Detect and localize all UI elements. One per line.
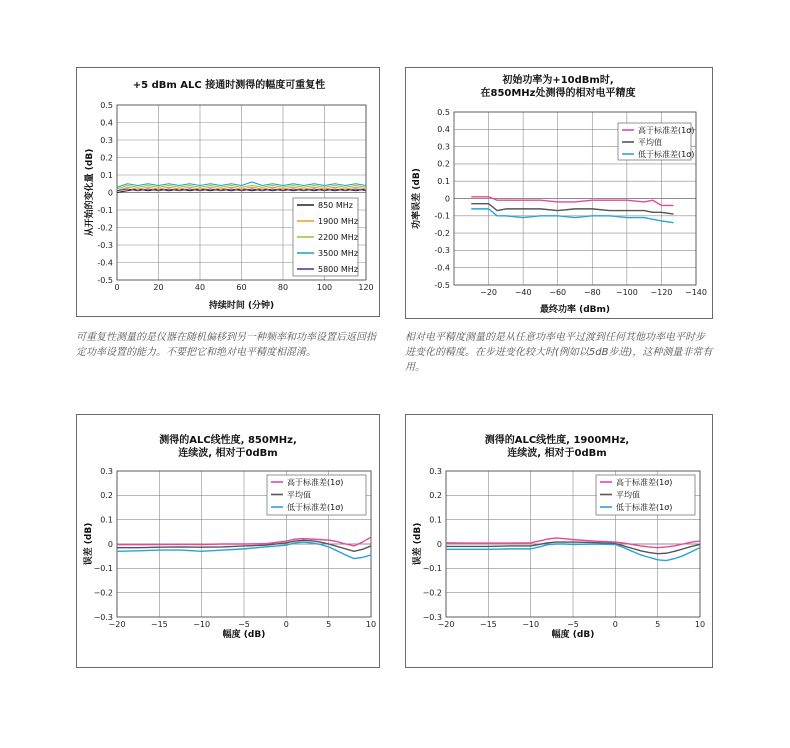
- legend-label: 低于标准差(1σ): [616, 503, 673, 512]
- x-axis-label: 幅度 (dB): [551, 630, 595, 640]
- x-tick-label: 100: [316, 283, 333, 292]
- y-tick-label: 0: [107, 188, 113, 198]
- x-tick-label: −140: [685, 288, 707, 297]
- legend-label: 平均值: [287, 490, 311, 500]
- y-tick-label: 0.2: [100, 153, 113, 163]
- chart-subtitle: 连续波, 相对于0dBm: [178, 448, 278, 459]
- y-tick-label: -0.4: [97, 258, 113, 268]
- chart-panel-relative-accuracy: [405, 67, 713, 319]
- x-tick-label: −5: [567, 620, 579, 629]
- y-tick-label: 0.1: [100, 515, 113, 525]
- y-tick-label: −0.2: [422, 588, 442, 598]
- x-tick-label: 5: [326, 620, 332, 629]
- y-tick-label: 0.2: [100, 491, 113, 501]
- x-tick-label: 120: [358, 283, 374, 292]
- x-tick-label: −100: [615, 288, 638, 297]
- y-tick-label: 0.1: [437, 177, 450, 186]
- x-tick-label: −20: [480, 288, 498, 297]
- y-tick-label: 0.3: [437, 142, 450, 152]
- chart-title: 初始功率为+10dBm时,: [502, 75, 614, 86]
- x-tick-label: −80: [583, 288, 601, 297]
- legend-label: 低于标准差(1σ): [638, 150, 695, 159]
- y-tick-label: -0.4: [434, 263, 450, 273]
- legend-label: 2200 MHz: [318, 233, 359, 242]
- chart-subtitle: 在850MHz处测得的相对电平精度: [480, 88, 636, 99]
- chart-panel-repeatability: [76, 67, 380, 317]
- x-tick-label: −120: [650, 288, 673, 297]
- x-axis-label: 最终功率 (dBm): [539, 305, 611, 315]
- chart-panel-alc-linearity-850: [76, 414, 380, 668]
- x-tick-label: 40: [194, 283, 206, 292]
- y-axis-label: 从开始的变化量 (dB): [85, 148, 95, 237]
- legend-label: 高于标准差(1σ): [616, 478, 673, 487]
- y-tick-label: 0.3: [100, 135, 113, 145]
- x-tick-label: 60: [236, 283, 247, 292]
- y-axis-label: 功率误差 (dB): [412, 168, 422, 229]
- x-tick-label: 5: [655, 620, 661, 629]
- y-axis-label: 误差 (dB): [84, 522, 94, 566]
- y-tick-label: -0.5: [97, 275, 113, 285]
- y-tick-label: 0: [444, 194, 450, 204]
- x-tick-label: 10: [694, 620, 706, 629]
- y-tick-label: 0.3: [100, 466, 113, 476]
- y-axis-label: 误差 (dB): [413, 522, 423, 566]
- y-tick-label: -0.3: [434, 246, 450, 256]
- x-tick-label: −10: [522, 620, 540, 629]
- x-tick-label: 0: [283, 620, 289, 629]
- chart-subtitle: 连续波, 相对于0dBm: [507, 448, 607, 459]
- caption-repeatability: 可重复性测量的是仪器在随机偏移到另一种频率和功率设置后返回指定功率设置的能力。不要把它和绝对电平精度相混淆。: [76, 332, 376, 358]
- legend-label: 5800 MHz: [318, 265, 359, 274]
- y-tick-label: −0.1: [93, 564, 113, 574]
- alc-linearity-1900-chart: [406, 415, 714, 669]
- x-tick-label: −5: [238, 620, 250, 629]
- y-tick-label: −0.3: [422, 612, 442, 622]
- x-tick-label: 20: [153, 283, 164, 292]
- x-tick-label: −20: [108, 620, 126, 629]
- x-axis-label: 幅度 (dB): [222, 630, 266, 640]
- y-tick-label: 0.1: [100, 170, 113, 180]
- y-tick-label: 0.2: [429, 491, 442, 501]
- legend-label: 1900 MHz: [318, 217, 359, 226]
- x-tick-label: −40: [514, 288, 532, 297]
- y-tick-label: 0: [107, 539, 113, 549]
- x-tick-label: 0: [612, 620, 618, 629]
- y-tick-label: -0.1: [97, 205, 113, 215]
- chart-title: 测得的ALC线性度, 1900MHz,: [484, 435, 630, 446]
- relative-accuracy-chart: [406, 68, 714, 320]
- legend-label: 3500 MHz: [318, 249, 359, 258]
- y-tick-label: -0.1: [434, 211, 450, 221]
- series-line: [471, 204, 673, 214]
- caption-relative-accuracy: 相对电平精度测量的是从任意功率电平过渡到任何其他功率电平时步进变化的精度。在步进变化较大时(例如以5dB步进)，这种测量非常有用。: [405, 332, 713, 373]
- y-tick-label: -0.5: [434, 280, 450, 290]
- y-tick-label: 0.4: [437, 125, 450, 135]
- x-tick-label: −20: [437, 620, 455, 629]
- legend-label: 平均值: [616, 490, 640, 500]
- y-tick-label: 0.2: [437, 159, 450, 169]
- x-tick-label: −10: [193, 620, 211, 629]
- y-tick-label: 0.5: [100, 100, 113, 110]
- y-tick-label: -0.3: [97, 240, 113, 250]
- legend-label: 平均值: [638, 138, 662, 147]
- repeatability-chart: [77, 68, 381, 318]
- x-tick-label: −60: [549, 288, 567, 297]
- y-tick-label: 0: [436, 539, 442, 549]
- x-axis-label: 持续时间 (分钟): [208, 301, 275, 311]
- x-tick-label: −15: [150, 620, 168, 629]
- legend-label: 低于标准差(1σ): [287, 503, 344, 512]
- legend-label: 850 MHz: [318, 201, 353, 210]
- x-tick-label: 0: [114, 283, 120, 292]
- y-tick-label: 0.4: [100, 118, 113, 128]
- alc-linearity-850-chart: [77, 415, 381, 669]
- y-tick-label: 0.1: [429, 515, 442, 525]
- y-tick-label: −0.2: [93, 588, 113, 598]
- x-tick-label: 10: [365, 620, 377, 629]
- chart-title: 测得的ALC线性度, 850MHz,: [159, 435, 297, 446]
- y-tick-label: −0.1: [422, 564, 442, 574]
- y-tick-label: 0.5: [437, 107, 450, 117]
- chart-title: +5 dBm ALC 接通时测得的幅度可重复性: [132, 80, 326, 91]
- legend-label: 高于标准差(1σ): [287, 478, 344, 487]
- y-tick-label: −0.3: [93, 612, 113, 622]
- x-tick-label: 80: [277, 283, 289, 292]
- chart-panel-alc-linearity-1900: [405, 414, 713, 668]
- y-tick-label: -0.2: [434, 228, 450, 238]
- y-tick-label: 0.3: [429, 466, 442, 476]
- y-tick-label: -0.2: [97, 223, 113, 233]
- x-tick-label: −15: [479, 620, 497, 629]
- legend-label: 高于标准差(1σ): [638, 126, 695, 135]
